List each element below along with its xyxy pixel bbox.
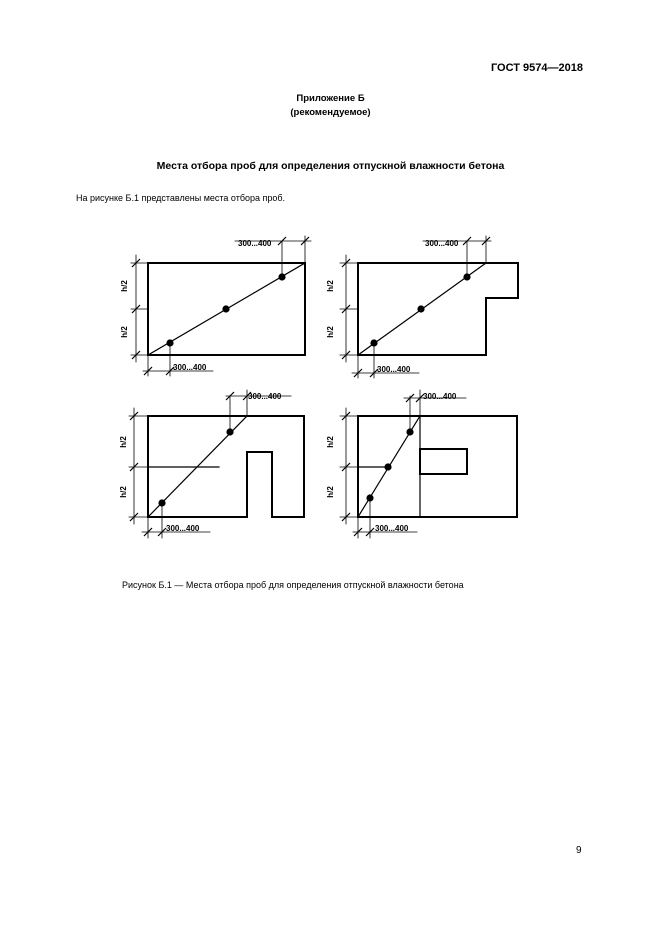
annex-status: (рекомендуемое) <box>290 107 371 118</box>
h2-label: h/2 <box>326 280 335 292</box>
dim-label: 300...400 <box>166 524 200 533</box>
standard-number: ГОСТ 9574—2018 <box>490 62 583 74</box>
h2-label: h/2 <box>120 326 129 338</box>
h2-label: h/2 <box>119 436 128 448</box>
dimension-ticks <box>130 237 490 536</box>
sampling-point <box>384 463 391 470</box>
dim-label: 300...400 <box>377 365 411 374</box>
sampling-point <box>370 339 377 346</box>
sampling-points <box>158 273 470 506</box>
annex-label: Приложение Б <box>296 93 365 104</box>
dim-label: 300...400 <box>375 524 409 533</box>
sampling-point <box>166 339 173 346</box>
sampling-point <box>463 273 470 280</box>
sampling-point <box>226 428 233 435</box>
intro-paragraph: На рисунке Б.1 представлены места отбора проб. <box>76 193 286 203</box>
h2-label: h/2 <box>326 486 335 498</box>
diagram-rect-with-opening <box>340 390 517 538</box>
diagram-rect <box>131 236 311 376</box>
dim-label: 300...400 <box>238 239 272 248</box>
sampling-point <box>278 273 285 280</box>
dim-label: 300...400 <box>425 239 459 248</box>
figure-caption: Рисунок Б.1 — Места отбора проб для определения отпускной влажности бетона <box>122 580 464 590</box>
sampling-point <box>366 494 373 501</box>
sampling-point <box>406 428 413 435</box>
sampling-point <box>417 305 424 312</box>
page-number: 9 <box>576 845 582 856</box>
dim-label: 300...400 <box>423 392 457 401</box>
h2-label: h/2 <box>326 326 335 338</box>
section-title: Места отбора проб для определения отпускной влажности бетона <box>156 160 505 172</box>
diagram-rect-with-ledge <box>340 236 518 378</box>
h2-label: h/2 <box>326 436 335 448</box>
sampling-point <box>158 499 165 506</box>
diagram-u-shape <box>129 390 304 538</box>
distance-labels <box>166 239 459 533</box>
h2-label: h/2 <box>120 280 129 292</box>
h2-label: h/2 <box>119 486 128 498</box>
dim-label: 300...400 <box>248 392 282 401</box>
dim-label: 300...400 <box>173 363 207 372</box>
sampling-point <box>222 305 229 312</box>
